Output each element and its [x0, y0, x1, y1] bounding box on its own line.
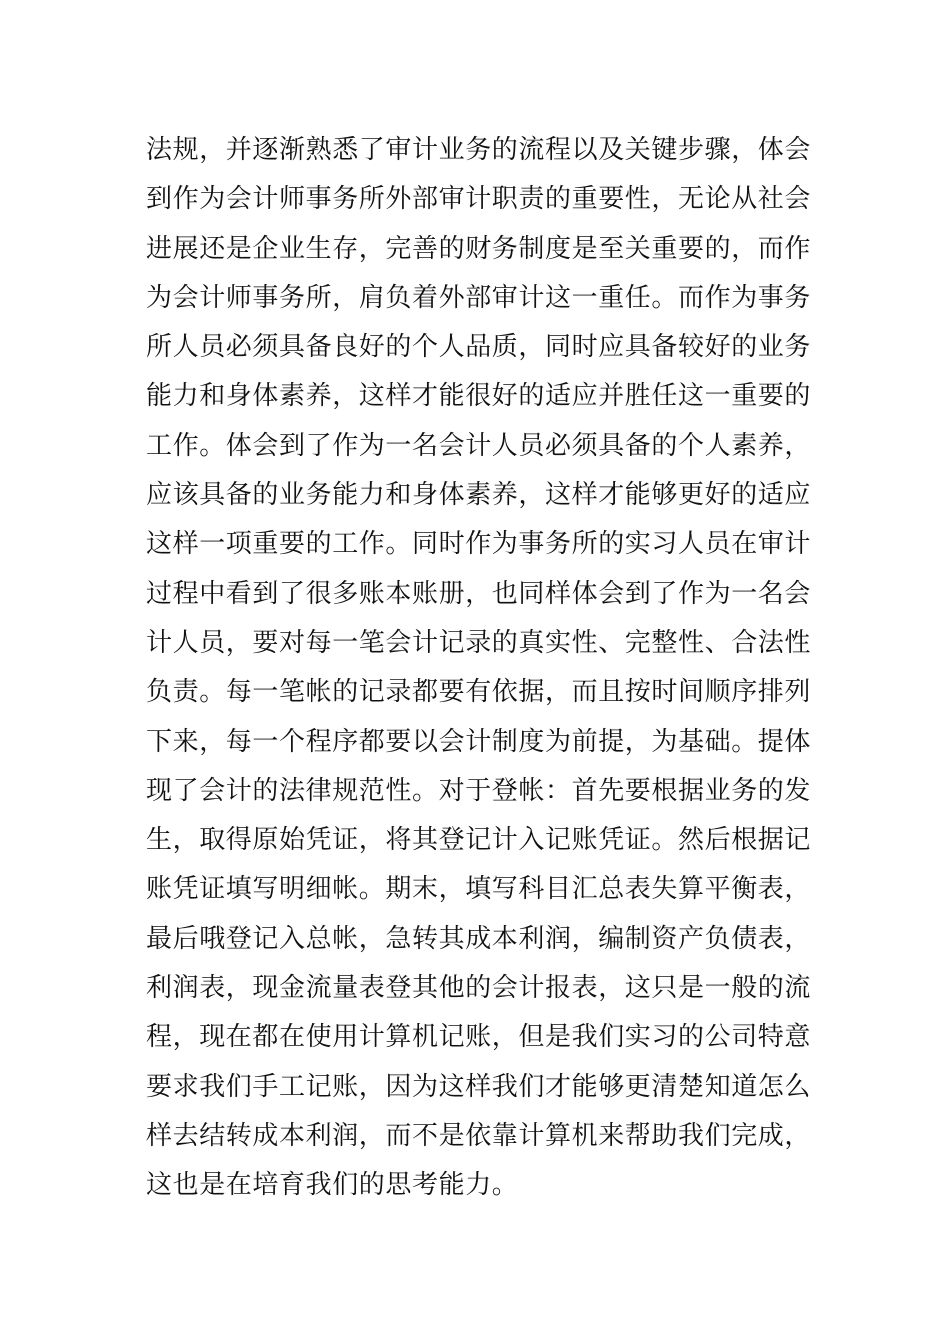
paragraph-line-9: 这样一项重要的工作。同时作为事务所的实习人员在审计 — [146, 529, 812, 560]
paragraph-line-3: 进展还是企业生存，完善的财务制度是至关重要的，而作 — [146, 233, 812, 264]
paragraph-line-1: 法规，并逐渐熟悉了审计业务的流程以及关键步骤，体会 — [146, 135, 812, 165]
paragraph-line-7: 工作。体会到了作为一名会计人员必须具备的个人素养， — [146, 430, 812, 461]
paragraph-line-2: 到作为会计师事务所外部审计职责的重要性，无论从社会 — [146, 184, 812, 215]
body-paragraph — [146, 126, 818, 1211]
paragraph-line-5: 所人员必须具备良好的个人品质，同时应具备较好的业务 — [146, 332, 812, 363]
paragraph-line-6: 能力和身体素养，这样才能很好的适应并胜任这一重要的 — [146, 381, 812, 412]
paragraph-line-17: 最后哦登记入总帐，急转其成本利润，编制资产负债表， — [146, 923, 812, 954]
paragraph-line-4: 为会计师事务所，肩负着外部审计这一重任。而作为事务 — [146, 282, 812, 313]
paragraph-line-15: 生，取得原始凭证，将其登记计入记账凭证。然后根据记 — [146, 825, 812, 856]
paragraph-line-13: 下来，每一个程序都要以会计制度为前提，为基础。提体 — [146, 726, 812, 757]
paragraph-line-12: 负责。每一笔帐的记录都要有依据，而且按时间顺序排列 — [146, 677, 812, 708]
paragraph-line-20: 要求我们手工记账，因为这样我们才能够更清楚知道怎么 — [146, 1071, 812, 1102]
paragraph-line-18: 利润表，现金流量表登其他的会计报表，这只是一般的流 — [146, 973, 812, 1004]
paragraph-line-19: 程，现在都在使用计算机记账，但是我们实习的公司特意 — [146, 1022, 812, 1053]
paragraph-line-10: 过程中看到了很多账本账册，也同样体会到了作为一名会 — [146, 578, 812, 609]
paragraph-line-14: 现了会计的法律规范性。对于登帐：首先要根据业务的发 — [146, 775, 812, 806]
paragraph-line-22: 这也是在培育我们的思考能力。 — [146, 1170, 519, 1201]
paragraph-line-11: 计人员，要对每一笔会计记录的真实性、完整性、合法性 — [146, 627, 812, 658]
paragraph-line-8: 应该具备的业务能力和身体素养，这样才能够更好的适应 — [146, 480, 812, 511]
paragraph-line-16: 账凭证填写明细帐。期末，填写科目汇总表失算平衡表， — [146, 874, 812, 905]
paragraph-line-21: 样去结转成本利润，而不是依靠计算机来帮助我们完成， — [146, 1120, 812, 1151]
